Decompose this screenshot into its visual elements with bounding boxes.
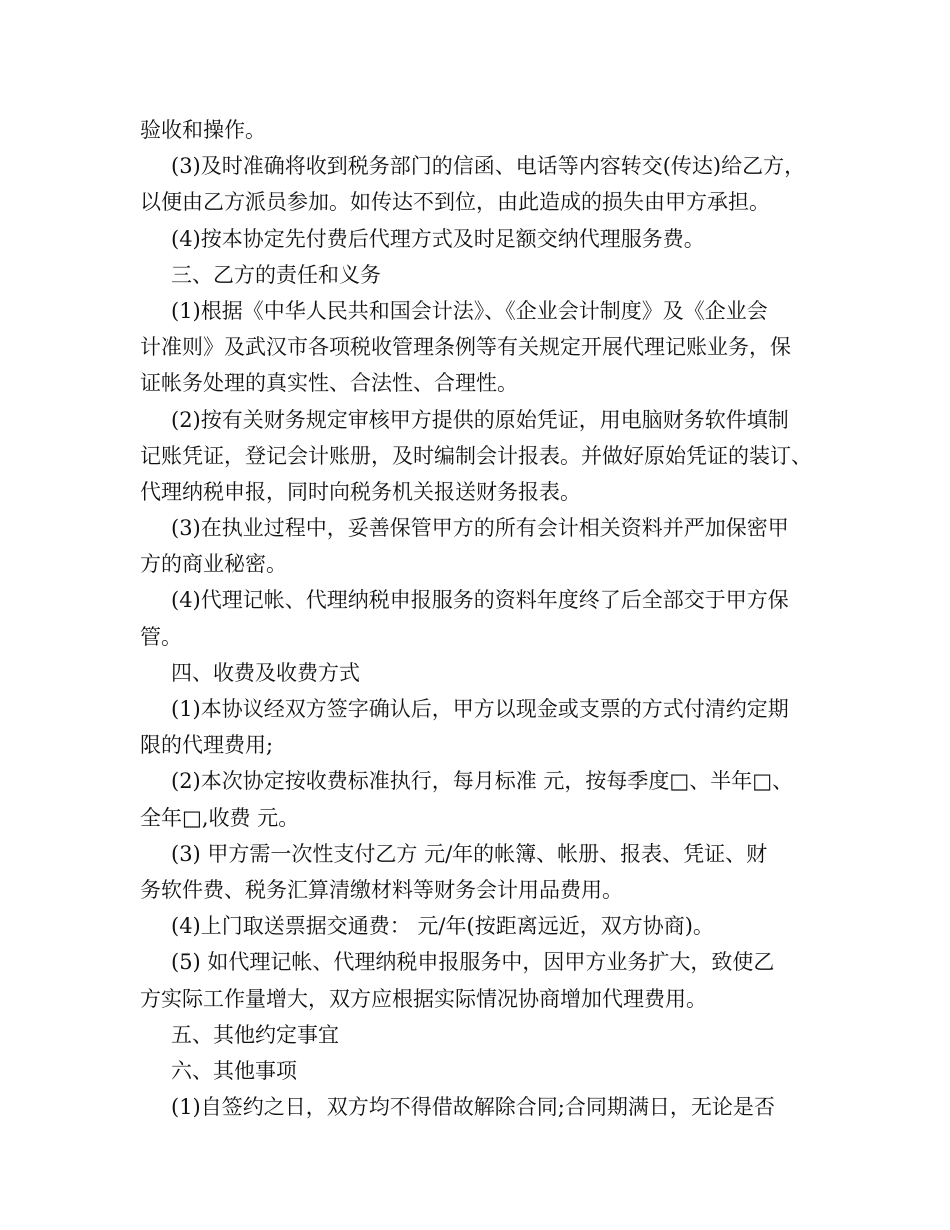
document-line: (3)及时准确将收到税务部门的信函、电话等内容转交(传达)给乙方， [171,154,806,179]
document-line: 四、收费及收费方式 [171,660,360,685]
document-line: (5) 如代理记帐、代理纳税申报服务中，因甲方业务扩大，致使乙 [171,950,775,975]
document-line: (1)根据《中华人民共和国会计法》、《企业会计制度》及《企业会 [171,298,768,323]
document-body [140,112,830,1125]
document-line: (1)自签约之日，双方均不得借故解除合同;合同期满日，无论是否 [171,1095,775,1120]
document-line: (2)本次协定按收费标准执行，每月标准 元，按每季度□、半年□、 [171,769,794,794]
document-line: 记账凭证，登记会计账册，及时编制会计报表。并做好原始凭证的装订、 [140,443,812,468]
document-line: 务软件费、税务汇算清缴材料等财务会计用品费用。 [140,877,623,902]
document-line: 方的商业秘密。 [140,552,287,577]
document-line: 管。 [140,624,182,649]
document-line: 代理纳税申报，同时向税务机关报送财务报表。 [140,479,581,504]
document-line: (4)代理记帐、代理纳税申报服务的资料年度终了后全部交于甲方保 [171,588,789,613]
document-line: (2)按有关财务规定审核甲方提供的原始凭证，用电脑财务软件填制 [171,407,789,432]
document-line: (3) 甲方需一次性支付乙方 元/年的帐簿、帐册、报表、凭证、财 [171,841,768,866]
document-line: 方实际工作量增大，双方应根据实际情况协商增加代理费用。 [140,986,707,1011]
document-line: (1)本协议经双方签字确认后，甲方以现金或支票的方式付清约定期 [171,697,789,721]
document-line: (4)上门取送票据交通费： 元/年(按距离远近，双方协商)。 [171,914,714,939]
document-line: 限的代理费用; [140,733,274,758]
document-line: 五、其他约定事宜 [171,1022,339,1047]
document-line: 全年□,收费 元。 [140,805,300,830]
document-line: (3)在执业过程中，妥善保管甲方的所有会计相关资料并严加保密甲 [171,516,789,541]
document-line: 证帐务处理的真实性、合法性、合理性。 [140,371,518,396]
document-line: 计准则》及武汉市各项税收管理条例等有关规定开展代理记账业务，保 [140,335,791,360]
document-line: 三、乙方的责任和义务 [171,262,381,287]
document-line: 验收和操作。 [140,118,266,142]
document-line: 六、其他事项 [171,1058,297,1083]
document-line: 以便由乙方派员参加。如传达不到位，由此造成的损失由甲方承担。 [140,190,770,215]
document-line: (4)按本协定先付费后代理方式及时足额交纳代理服务费。 [171,226,705,251]
